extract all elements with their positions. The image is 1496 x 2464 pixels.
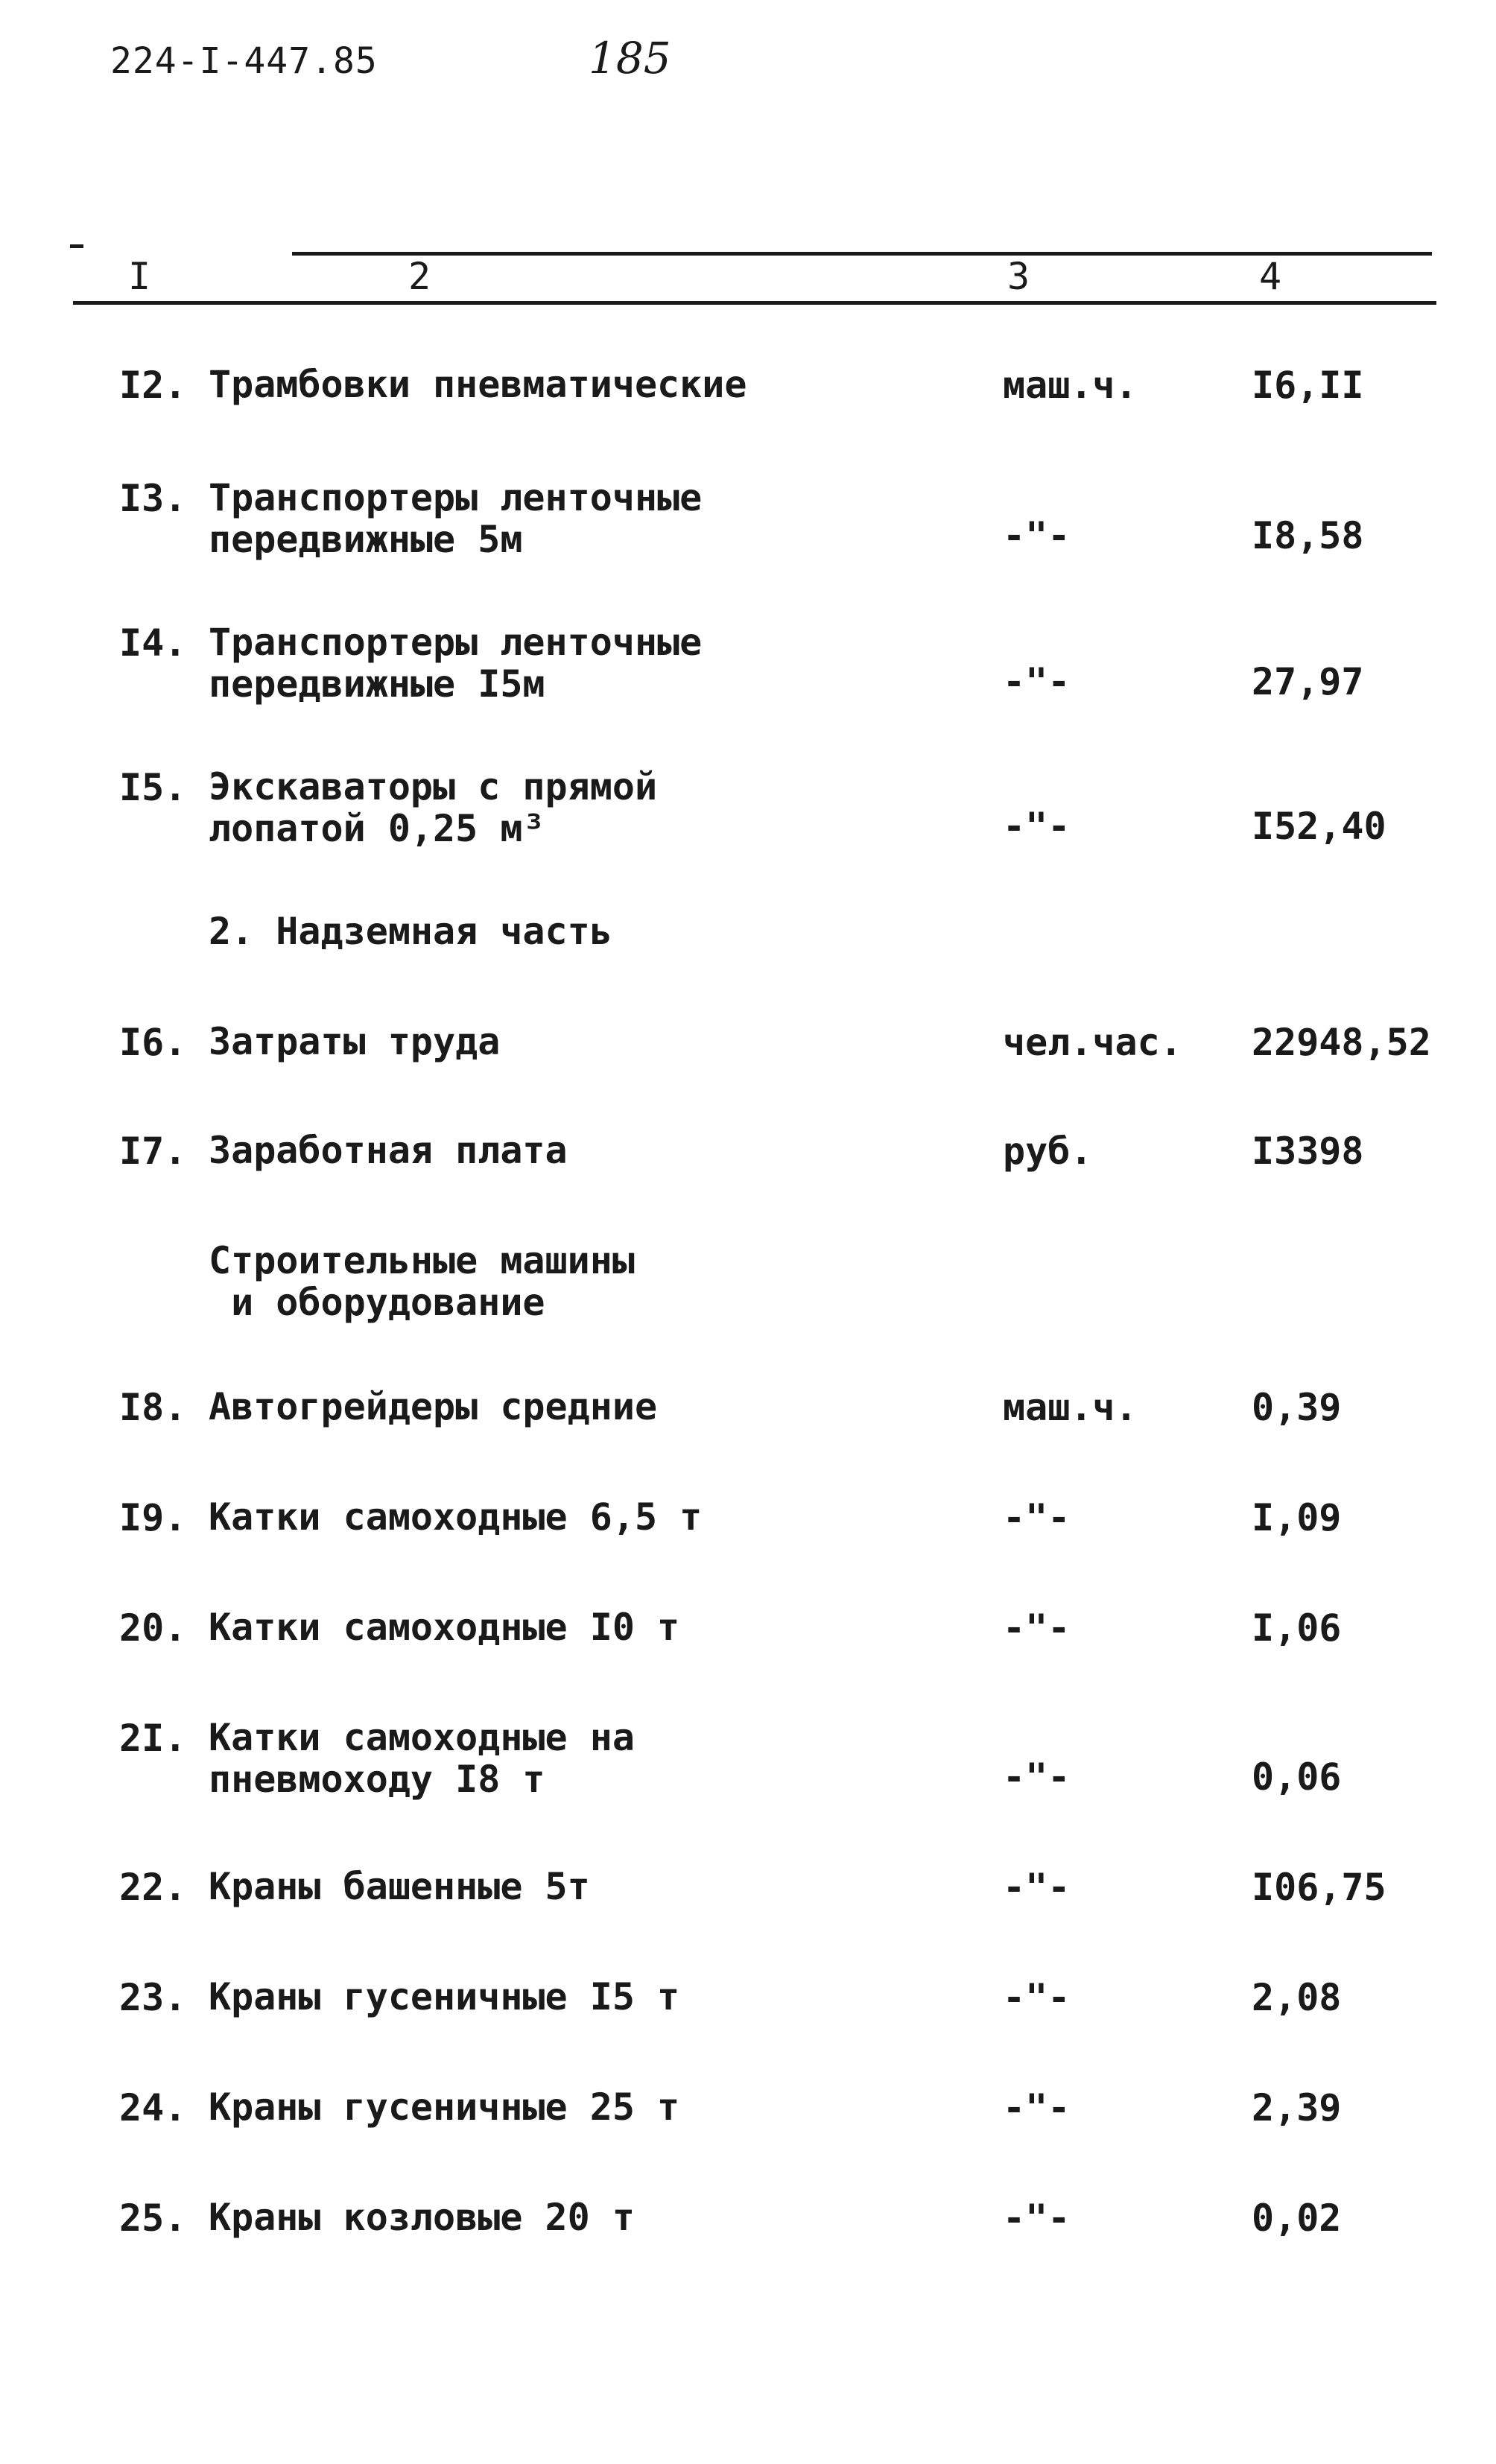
column-header-2: 2 [408, 255, 431, 298]
row-number: 20. [119, 1606, 187, 1650]
row-name-line: пневмоходу I8 т [209, 1758, 545, 1801]
column-header-3: 3 [1007, 255, 1030, 298]
section-heading-line: Строительные машины [209, 1239, 635, 1282]
row-name [209, 1717, 635, 1800]
row-unit: -"- [1003, 1496, 1071, 1539]
row-unit: -"- [1003, 1755, 1071, 1799]
row-value: I06,75 [1252, 1866, 1386, 1909]
row-name [209, 766, 657, 849]
row-name-line: передвижные 5м [209, 518, 523, 561]
row-number: I5. [119, 766, 187, 809]
row-value: 0,06 [1252, 1755, 1342, 1799]
header-tick [70, 244, 83, 248]
row-name [209, 1496, 702, 1538]
row-unit: -"- [1003, 2197, 1071, 2240]
row-name-line: Катки самоходные I0 т [209, 1606, 680, 1649]
row-unit: -"- [1003, 1976, 1071, 2019]
row-unit: маш.ч. [1003, 364, 1138, 407]
row-value: 0,02 [1252, 2197, 1342, 2240]
row-number: I8. [119, 1386, 187, 1429]
row-unit: -"- [1003, 1606, 1071, 1650]
row-value: I6,II [1252, 364, 1364, 407]
row-unit: чел.час. [1003, 1021, 1182, 1064]
row-name-line: передвижные I5м [209, 662, 545, 706]
row-unit: -"- [1003, 660, 1071, 703]
row-name-line: Катки самоходные на [209, 1716, 635, 1759]
row-name-line: Автогрейдеры средние [209, 1385, 658, 1428]
row-number: 22. [119, 1866, 187, 1909]
row-number: I4. [119, 621, 187, 665]
column-header-1: I [128, 255, 151, 298]
row-number: 24. [119, 2086, 187, 2129]
row-name-line: Катки самоходные 6,5 т [209, 1495, 703, 1539]
page-number: 185 [589, 33, 671, 83]
row-name-line: Краны башенные 5т [209, 1865, 590, 1908]
header-bottom-rule [73, 301, 1436, 305]
row-number: 2I. [119, 1717, 187, 1760]
row-unit: -"- [1003, 1866, 1071, 1909]
row-name [209, 1866, 590, 1907]
column-header-4: 4 [1259, 255, 1282, 298]
row-name [209, 2197, 635, 2238]
row-number: 23. [119, 1976, 187, 2019]
row-name [209, 621, 702, 705]
row-unit: руб. [1003, 1130, 1093, 1173]
row-name [209, 1021, 500, 1062]
row-name [209, 477, 702, 560]
row-name-line: Транспортеры ленточные [209, 621, 703, 664]
row-unit: -"- [1003, 2086, 1071, 2129]
row-name [209, 1386, 657, 1428]
row-name-line: Заработная плата [209, 1129, 568, 1172]
row-number: I2. [119, 364, 187, 407]
row-name [209, 1606, 679, 1648]
row-name-line: Краны козловые 20 т [209, 2196, 635, 2239]
section-heading-line: 2. Надземная часть [209, 910, 612, 953]
row-name-line: Краны гусеничные 25 т [209, 2085, 680, 2129]
row-number: I9. [119, 1496, 187, 1539]
row-number: 25. [119, 2197, 187, 2240]
row-number: I7. [119, 1130, 187, 1173]
row-number: I6. [119, 1021, 187, 1064]
row-name-line: лопатой 0,25 м³ [209, 807, 545, 850]
row-value: I,09 [1252, 1496, 1342, 1539]
row-name-line: Экскаваторы с прямой [209, 765, 658, 808]
row-name-line: Трамбовки пневматические [209, 363, 747, 406]
row-value: 27,97 [1252, 660, 1364, 703]
row-unit: маш.ч. [1003, 1386, 1138, 1429]
row-unit: -"- [1003, 805, 1071, 848]
document-code: 224-I-447.85 [110, 40, 378, 82]
row-value: I52,40 [1252, 805, 1386, 848]
row-value: 2,39 [1252, 2086, 1342, 2129]
row-name-line: Транспортеры ленточные [209, 476, 703, 519]
row-name-line: Затраты труда [209, 1020, 501, 1063]
row-value: 2,08 [1252, 1976, 1342, 2019]
row-name [209, 1976, 679, 2018]
row-value: I3398 [1252, 1130, 1364, 1173]
section-heading [209, 910, 612, 952]
row-number: I3. [119, 477, 187, 520]
row-name [209, 1130, 568, 1171]
row-name [209, 2086, 679, 2128]
section-heading [209, 1240, 635, 1323]
section-heading-line: и оборудование [209, 1281, 545, 1324]
row-value: 22948,52 [1252, 1021, 1431, 1064]
row-value: I8,58 [1252, 514, 1364, 557]
row-value: 0,39 [1252, 1386, 1342, 1429]
row-value: I,06 [1252, 1606, 1342, 1650]
row-unit: -"- [1003, 514, 1071, 557]
row-name [209, 364, 747, 405]
row-name-line: Краны гусеничные I5 т [209, 1975, 680, 2018]
